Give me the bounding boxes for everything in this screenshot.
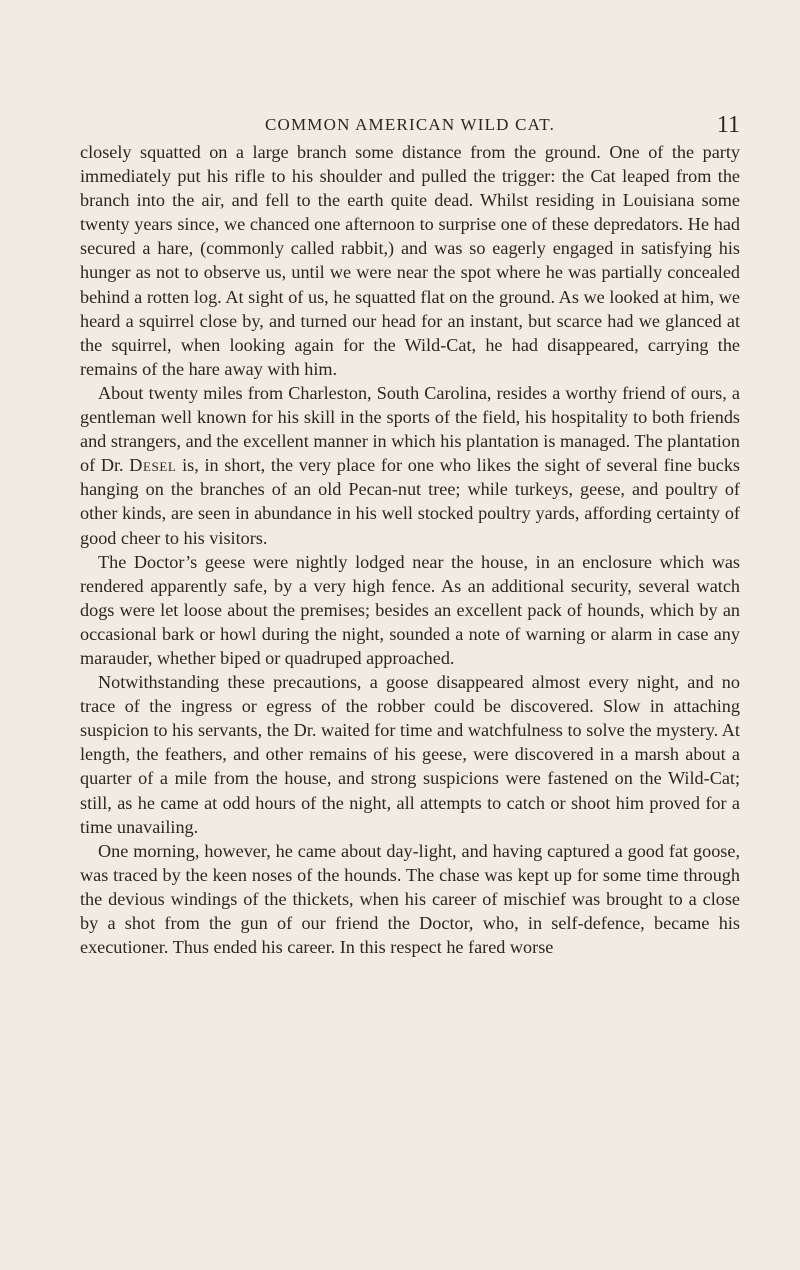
paragraph-5: One morning, however, he came about day-light, and having captured a good fat goose, was traced by the keen noses of the hounds. The chase was kept up for some time through the devious windings of the thickets, when his career of mischief was brought to a close by a shot from the gun of our friend the Doctor, who, in self-defence, became his executioner. Thus ended his career. In this respect he fared worse bbox=[80, 840, 740, 958]
body-text bbox=[80, 140, 740, 959]
paragraph-2 bbox=[80, 381, 740, 550]
running-title: COMMON AMERICAN WILD CAT. bbox=[264, 115, 556, 134]
paragraph-3: The Doctor’s geese were nightly lodged near the house, in an enclosure which was rendered apparently safe, by a very high fence. As an additional security, several watch dogs were let loose about the premises; besides an excellent pack of hounds, which by an occasional bark or howl during the night, sounded a note of warning or alarm in case any marauder, whether biped or quadruped approached. bbox=[80, 551, 740, 668]
paragraph-2-text-before: About twenty miles from Charleston, South Carolina, resides a worthy friend of ours, a gentleman well known for his skill in the sports of the field, his hospitality to both friends and strangers, and the excellent manner in which his plantation is managed. The plantation of Dr. bbox=[80, 382, 740, 476]
running-head bbox=[80, 113, 740, 137]
doctor-name: Desel bbox=[129, 455, 177, 476]
paragraph-2-text-after: is, in short, the very place for one who likes the sight of several fine bucks hanging on the branches of an old Pecan-nut tree; while turkeys, geese, and poultry of other kinds, are seen in abundance in his well stocked poultry yards, affording certainty of good cheer to his visitors. bbox=[80, 455, 741, 548]
page-number: 11 bbox=[716, 112, 740, 138]
paragraph-1: closely squatted on a large branch some distance from the ground. One of the party immediately put his rifle to his shoulder and pulled the trigger: the Cat leaped from the branch into the air, and fell to the earth quite dead. Whilst residing in Louisiana some twenty years since, we chanced one afternoon to surprise one of these depredators. He had secured a hare, (commonly called rabbit,) and was so eagerly engaged in satisfying his hunger as not to observe us, until we were near the spot where he was partially concealed behind a rotten log. At sight of us, he squatted flat on the ground. As we looked at him, we heard a squirrel close by, and turned our head for an instant, but scarce had we glanced at the squirrel, when looking again for the Wild-Cat, he had disappeared, carrying the remains of the hare away with him. bbox=[80, 142, 740, 379]
paragraph-4: Notwithstanding these precautions, a goose disappeared almost every night, and no trace of the ingress or egress of the robber could be discovered. Slow in attaching suspicion to his servants, the Dr. waited for time and watchfulness to solve the mystery. At length, the feathers, and other remains of his geese, were discovered in a marsh about a quarter of a mile from the house, and strong suspicions were fastened on the Wild-Cat; still, as he came at odd hours of the night, all attempts to catch or shoot him proved for a time unavailing. bbox=[80, 672, 740, 837]
